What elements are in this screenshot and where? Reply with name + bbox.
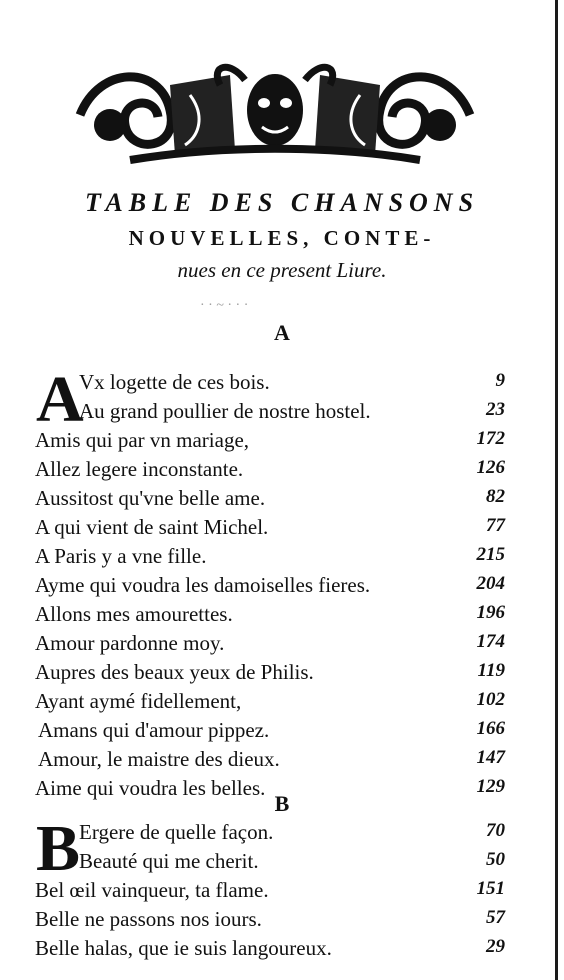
song-title: Amour pardonne moy.	[35, 631, 225, 655]
page-number: 29	[486, 936, 505, 957]
list-item	[35, 878, 505, 906]
page-number: 147	[476, 747, 505, 768]
list-item	[35, 573, 505, 601]
song-title: Amour, le maistre des dieux.	[38, 747, 280, 771]
page-number: 102	[476, 689, 505, 710]
list-item	[35, 631, 505, 659]
page-number: 129	[476, 776, 505, 797]
song-title: Aime qui voudra les belles.	[35, 776, 266, 800]
table-subtitle-continued: nues en ce present Liure.	[177, 258, 387, 282]
page-number: 119	[477, 660, 505, 681]
song-title: Ayant aymé fidellement,	[35, 689, 242, 713]
list-item	[35, 907, 505, 935]
song-title: Allons mes amourettes.	[35, 602, 233, 626]
song-title: Au grand poullier de nostre hostel.	[79, 399, 371, 423]
page-number: 166	[476, 718, 505, 739]
list-item	[35, 486, 505, 514]
list-item	[35, 428, 505, 456]
song-title: Ayme qui voudra les damoiselles fieres.	[35, 573, 371, 597]
song-title: A qui vient de saint Michel.	[35, 515, 269, 539]
bleed-through-noise: · · ~ · · ·	[200, 298, 249, 313]
song-title: Aupres des beaux yeux de Philis.	[35, 660, 314, 684]
table-subtitle: NOUVELLES, CONTE-	[128, 226, 436, 250]
page-number: 9	[495, 370, 505, 391]
page-number: 172	[476, 428, 505, 449]
list-item	[35, 820, 505, 848]
song-title: Amans qui d'amour pippez.	[38, 718, 270, 742]
page-number: 77	[486, 515, 505, 536]
list-item	[35, 457, 505, 485]
list-item	[35, 747, 505, 775]
section-letter-a: A	[274, 320, 290, 345]
page-number: 151	[476, 878, 505, 899]
list-item	[35, 370, 505, 398]
song-title: Ergere de quelle façon.	[79, 820, 274, 844]
list-item	[35, 660, 505, 688]
song-title: Belle ne passons nos iours.	[35, 907, 262, 931]
page-number: 126	[476, 457, 505, 478]
list-item	[35, 544, 505, 572]
song-title: Allez legere inconstante.	[35, 457, 244, 481]
dropcap-a: A	[36, 363, 84, 436]
song-title: A Paris y a vne fille.	[35, 544, 207, 568]
page-number: 57	[486, 907, 505, 928]
list-item	[35, 718, 505, 746]
list-item	[35, 849, 505, 877]
table-title: TABLE DES CHANSONS	[84, 188, 480, 217]
list-item	[35, 689, 505, 717]
song-title: Beauté qui me cherit.	[79, 849, 259, 873]
section-letter-b: B	[274, 791, 290, 816]
song-title: Amis qui par vn mariage,	[35, 428, 250, 452]
page-edge-shadow	[555, 0, 558, 980]
song-title: Bel œil vainqueur, ta flame.	[35, 878, 269, 902]
page-number: 215	[476, 544, 505, 565]
page-number: 50	[486, 849, 505, 870]
list-item	[35, 515, 505, 543]
page-number: 70	[486, 820, 505, 841]
song-title: Belle halas, que ie suis langoureux.	[35, 936, 332, 960]
headpiece-ornament-icon	[70, 55, 480, 170]
list-item	[35, 399, 505, 427]
list-item	[35, 602, 505, 630]
page-number: 174	[476, 631, 505, 652]
list-item	[35, 936, 505, 964]
song-title: Aussitost qu'vne belle ame.	[35, 486, 266, 510]
page-number: 196	[476, 602, 505, 623]
song-title: Vx logette de ces bois.	[79, 370, 270, 394]
dropcap-b: B	[36, 812, 81, 885]
page-number: 82	[486, 486, 505, 507]
page-number: 23	[486, 399, 505, 420]
page-number: 204	[476, 573, 505, 594]
